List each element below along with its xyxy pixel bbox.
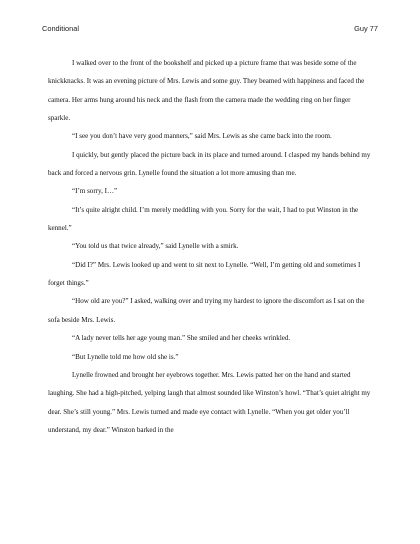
paragraph: “It’s quite alright child. I’m merely meddling with you. Sorry for the wait, I had to put Winston in the kennel.” xyxy=(48,205,359,233)
paragraph: I walked over to the front of the bookshelf and picked up a picture frame that was beside some of the knickknacks. It was an evening picture of Mrs. Lewis and some guy. They beamed with happiness and faced the camera. Her arms hung around his neck and the flash from the camera made the wedding ring on her finger sparkle. xyxy=(48,59,365,123)
paragraph: Lynelle frowned and brought her eyebrows together. Mrs. Lewis patted her on the hand and started laughing. She had a high-pitched, yelping laugh that almost sounded like Winston’s howl. “That’s quiet alright my dear. She’s still young.” Mrs. Lewis turned and made eye contact with Lynelle. “When you get older you’ll understand, my dear.” Winston barked in the xyxy=(48,370,371,434)
header-title: Conditional xyxy=(42,24,79,33)
paragraph: “A lady never tells her age young man.” She smiled and her cheeks wrinkled. xyxy=(72,334,291,343)
paragraph: “Did I?” Mrs. Lewis looked up and went to sit next to Lynelle. “Well, I’m getting old and sometimes I forget things.” xyxy=(48,260,361,288)
paragraph: “I’m sorry, I…” xyxy=(72,187,118,196)
paragraph: “I see you don’t have very good manners,” said Mrs. Lewis as she came back into the room. xyxy=(72,132,332,141)
running-header xyxy=(42,24,378,36)
paragraph: I quickly, but gently placed the picture back in its place and turned around. I clasped my hands behind my back and forced a nervous grin. Lynelle found the situation a lot more amusing than me. xyxy=(48,150,371,178)
page-number: Guy 77 xyxy=(354,24,378,33)
paragraph: “You told us that twice already,” said Lynelle with a smirk. xyxy=(72,242,239,251)
body-text xyxy=(48,54,372,439)
paragraph: “But Lynelle told me how old she is.” xyxy=(72,352,179,361)
paragraph: “How old are you?” I asked, walking over and trying my hardest to ignore the discomfort as I sat on the sofa beside Mrs. Lewis. xyxy=(48,297,365,324)
